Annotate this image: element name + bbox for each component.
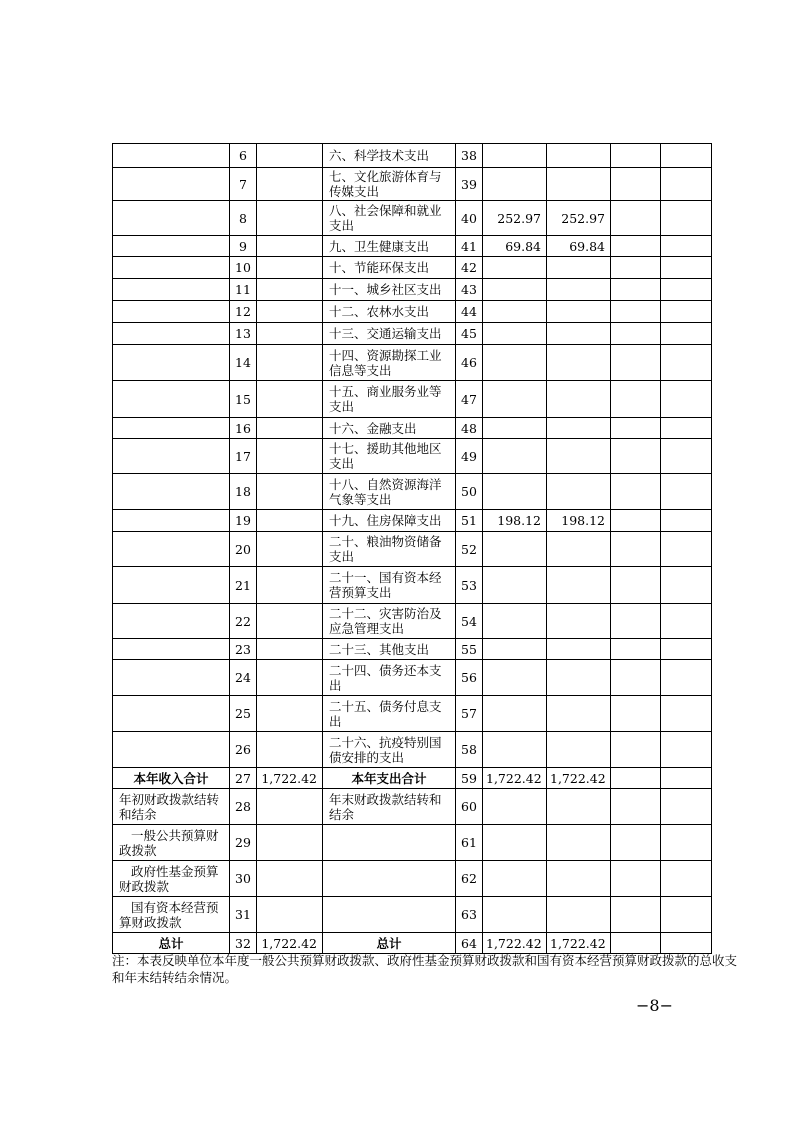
- table-row: [113, 279, 712, 301]
- expenditure-total-cell: [483, 861, 547, 897]
- expenditure-total-cell: [483, 732, 547, 768]
- income-amount-cell: [257, 639, 323, 660]
- income-item-cell: 国有资本经营预算财政拨款: [113, 897, 230, 933]
- expenditure-item-cell: 十七、援助其他地区支出: [323, 439, 456, 474]
- income-item-cell: [113, 418, 230, 439]
- income-amount-cell: [257, 418, 323, 439]
- state-capital-budget-cell: [661, 279, 712, 301]
- expenditure-row-number-cell: 58: [456, 732, 483, 768]
- fund-budget-cell: [611, 660, 661, 696]
- table-row: [113, 474, 712, 510]
- expenditure-item-cell: 八、社会保障和就业支出: [323, 201, 456, 236]
- expenditure-item-cell: 二十五、债务付息支出: [323, 696, 456, 732]
- income-row-number-cell: 31: [230, 897, 257, 933]
- expenditure-item-cell: 十八、自然资源海洋气象等支出: [323, 474, 456, 510]
- income-amount-cell: [257, 567, 323, 604]
- fund-budget-cell: [611, 567, 661, 604]
- expenditure-row-number-cell: 53: [456, 567, 483, 604]
- income-amount-cell: [257, 532, 323, 567]
- expenditure-row-number-cell: 61: [456, 825, 483, 861]
- income-amount-cell: [257, 439, 323, 474]
- income-row-number-cell: 27: [230, 768, 257, 789]
- income-item-cell: [113, 201, 230, 236]
- fund-budget-cell: [611, 532, 661, 567]
- income-row-number-cell: 16: [230, 418, 257, 439]
- expenditure-item-cell: [323, 825, 456, 861]
- income-row-number-cell: 32: [230, 933, 257, 954]
- expenditure-total-cell: [483, 168, 547, 201]
- expenditure-item-cell: 十五、商业服务业等支出: [323, 381, 456, 418]
- table-row: [113, 567, 712, 604]
- income-item-cell: 一般公共预算财政拨款: [113, 825, 230, 861]
- general-budget-cell: [547, 381, 611, 418]
- fund-budget-cell: [611, 236, 661, 257]
- expenditure-row-number-cell: 39: [456, 168, 483, 201]
- income-amount-cell: [257, 604, 323, 639]
- income-item-cell: [113, 168, 230, 201]
- table-row: [113, 532, 712, 567]
- income-amount-cell: [257, 510, 323, 532]
- expenditure-row-number-cell: 64: [456, 933, 483, 954]
- income-amount-cell: [257, 323, 323, 345]
- expenditure-total-cell: [483, 144, 547, 168]
- state-capital-budget-cell: [661, 861, 712, 897]
- table-row: [113, 439, 712, 474]
- expenditure-item-cell: 二十一、国有资本经营预算支出: [323, 567, 456, 604]
- expenditure-total-cell: [483, 825, 547, 861]
- expenditure-row-number-cell: 46: [456, 345, 483, 381]
- income-item-cell: 本年收入合计: [113, 768, 230, 789]
- fund-budget-cell: [611, 897, 661, 933]
- income-item-cell: [113, 323, 230, 345]
- income-item-cell: 总计: [113, 933, 230, 954]
- table-row: [113, 257, 712, 279]
- income-item-cell: [113, 567, 230, 604]
- income-amount-cell: [257, 696, 323, 732]
- expenditure-total-cell: [483, 279, 547, 301]
- income-row-number-cell: 29: [230, 825, 257, 861]
- general-budget-cell: [547, 604, 611, 639]
- state-capital-budget-cell: [661, 604, 712, 639]
- state-capital-budget-cell: [661, 439, 712, 474]
- fund-budget-cell: [611, 418, 661, 439]
- expenditure-total-cell: [483, 439, 547, 474]
- income-item-cell: [113, 279, 230, 301]
- general-budget-cell: [547, 474, 611, 510]
- table-row: [113, 768, 712, 789]
- general-budget-cell: 1,722.42: [547, 933, 611, 954]
- income-item-cell: [113, 381, 230, 418]
- general-budget-cell: [547, 825, 611, 861]
- income-amount-cell: [257, 236, 323, 257]
- income-row-number-cell: 15: [230, 381, 257, 418]
- income-item-cell: [113, 144, 230, 168]
- income-row-number-cell: 23: [230, 639, 257, 660]
- table-row: [113, 381, 712, 418]
- income-item-cell: [113, 345, 230, 381]
- income-item-cell: [113, 732, 230, 768]
- income-item-cell: [113, 236, 230, 257]
- income-amount-cell: [257, 474, 323, 510]
- expenditure-total-cell: [483, 418, 547, 439]
- expenditure-row-number-cell: 47: [456, 381, 483, 418]
- expenditure-item-cell: 十四、资源勘探工业信息等支出: [323, 345, 456, 381]
- income-item-cell: [113, 510, 230, 532]
- state-capital-budget-cell: [661, 381, 712, 418]
- expenditure-row-number-cell: 43: [456, 279, 483, 301]
- table-row: [113, 323, 712, 345]
- income-row-number-cell: 24: [230, 660, 257, 696]
- financial-appropriation-table: [112, 143, 712, 954]
- expenditure-total-cell: [483, 345, 547, 381]
- fund-budget-cell: [611, 510, 661, 532]
- expenditure-row-number-cell: 51: [456, 510, 483, 532]
- table-row: [113, 168, 712, 201]
- table-row: [113, 789, 712, 825]
- general-budget-cell: [547, 301, 611, 323]
- expenditure-item-cell: 十一、城乡社区支出: [323, 279, 456, 301]
- income-row-number-cell: 22: [230, 604, 257, 639]
- state-capital-budget-cell: [661, 639, 712, 660]
- state-capital-budget-cell: [661, 789, 712, 825]
- table-row: [113, 236, 712, 257]
- fund-budget-cell: [611, 144, 661, 168]
- expenditure-row-number-cell: 49: [456, 439, 483, 474]
- state-capital-budget-cell: [661, 418, 712, 439]
- expenditure-total-cell: [483, 789, 547, 825]
- table-row: [113, 861, 712, 897]
- table-row: [113, 144, 712, 168]
- state-capital-budget-cell: [661, 532, 712, 567]
- state-capital-budget-cell: [661, 732, 712, 768]
- expenditure-row-number-cell: 52: [456, 532, 483, 567]
- general-budget-cell: 198.12: [547, 510, 611, 532]
- expenditure-item-cell: 总计: [323, 933, 456, 954]
- expenditure-row-number-cell: 42: [456, 257, 483, 279]
- expenditure-item-cell: [323, 861, 456, 897]
- expenditure-total-cell: [483, 301, 547, 323]
- table-row: [113, 201, 712, 236]
- fund-budget-cell: [611, 345, 661, 381]
- general-budget-cell: [547, 861, 611, 897]
- state-capital-budget-cell: [661, 660, 712, 696]
- expenditure-row-number-cell: 50: [456, 474, 483, 510]
- state-capital-budget-cell: [661, 696, 712, 732]
- income-row-number-cell: 26: [230, 732, 257, 768]
- expenditure-total-cell: [483, 474, 547, 510]
- general-budget-cell: [547, 567, 611, 604]
- expenditure-row-number-cell: 57: [456, 696, 483, 732]
- expenditure-total-cell: 69.84: [483, 236, 547, 257]
- expenditure-total-cell: [483, 604, 547, 639]
- general-budget-cell: [547, 345, 611, 381]
- income-item-cell: [113, 301, 230, 323]
- income-item-cell: 年初财政拨款结转和结余: [113, 789, 230, 825]
- income-row-number-cell: 10: [230, 257, 257, 279]
- income-amount-cell: [257, 301, 323, 323]
- table-row: [113, 301, 712, 323]
- expenditure-total-cell: [483, 257, 547, 279]
- expenditure-total-cell: 198.12: [483, 510, 547, 532]
- fund-budget-cell: [611, 168, 661, 201]
- expenditure-row-number-cell: 55: [456, 639, 483, 660]
- income-amount-cell: [257, 144, 323, 168]
- expenditure-item-cell: 二十六、抗疫特别国债安排的支出: [323, 732, 456, 768]
- expenditure-item-cell: 七、文化旅游体育与传媒支出: [323, 168, 456, 201]
- expenditure-row-number-cell: 45: [456, 323, 483, 345]
- fund-budget-cell: [611, 639, 661, 660]
- income-item-cell: [113, 660, 230, 696]
- general-budget-cell: [547, 732, 611, 768]
- table-row: [113, 418, 712, 439]
- expenditure-item-cell: 十二、农林水支出: [323, 301, 456, 323]
- income-amount-cell: [257, 861, 323, 897]
- general-budget-cell: 69.84: [547, 236, 611, 257]
- table-row: [113, 732, 712, 768]
- state-capital-budget-cell: [661, 567, 712, 604]
- expenditure-row-number-cell: 44: [456, 301, 483, 323]
- table-row: [113, 345, 712, 381]
- state-capital-budget-cell: [661, 768, 712, 789]
- expenditure-row-number-cell: 62: [456, 861, 483, 897]
- state-capital-budget-cell: [661, 825, 712, 861]
- expenditure-item-cell: 六、科学技术支出: [323, 144, 456, 168]
- income-amount-cell: [257, 825, 323, 861]
- table-row: [113, 696, 712, 732]
- expenditure-item-cell: 十九、住房保障支出: [323, 510, 456, 532]
- general-budget-cell: [547, 144, 611, 168]
- table-row: [113, 897, 712, 933]
- general-budget-cell: [547, 897, 611, 933]
- expenditure-item-cell: 十三、交通运输支出: [323, 323, 456, 345]
- general-budget-cell: 252.97: [547, 201, 611, 236]
- general-budget-cell: [547, 323, 611, 345]
- table-note: 注：本表反映单位本年度一般公共预算财政拨款、政府性基金预算财政拨款和国有资本经营预算财政拨款的总收支和年末结转结余情况。: [112, 953, 738, 985]
- expenditure-total-cell: [483, 381, 547, 418]
- income-item-cell: [113, 439, 230, 474]
- general-budget-cell: [547, 439, 611, 474]
- fund-budget-cell: [611, 201, 661, 236]
- expenditure-total-cell: 1,722.42: [483, 768, 547, 789]
- expenditure-item-cell: 二十二、灾害防治及应急管理支出: [323, 604, 456, 639]
- fund-budget-cell: [611, 301, 661, 323]
- general-budget-cell: [547, 532, 611, 567]
- fund-budget-cell: [611, 439, 661, 474]
- state-capital-budget-cell: [661, 345, 712, 381]
- state-capital-budget-cell: [661, 236, 712, 257]
- income-row-number-cell: 13: [230, 323, 257, 345]
- income-amount-cell: [257, 897, 323, 933]
- income-row-number-cell: 30: [230, 861, 257, 897]
- state-capital-budget-cell: [661, 510, 712, 532]
- expenditure-row-number-cell: 60: [456, 789, 483, 825]
- general-budget-cell: [547, 660, 611, 696]
- table-row: [113, 933, 712, 954]
- income-row-number-cell: 28: [230, 789, 257, 825]
- expenditure-item-cell: 年末财政拨款结转和结余: [323, 789, 456, 825]
- general-budget-cell: 1,722.42: [547, 768, 611, 789]
- income-amount-cell: 1,722.42: [257, 768, 323, 789]
- income-row-number-cell: 9: [230, 236, 257, 257]
- income-item-cell: [113, 257, 230, 279]
- income-amount-cell: [257, 168, 323, 201]
- income-amount-cell: [257, 345, 323, 381]
- fund-budget-cell: [611, 825, 661, 861]
- fund-budget-cell: [611, 933, 661, 954]
- page-number: −8−: [636, 996, 673, 1015]
- income-row-number-cell: 11: [230, 279, 257, 301]
- table-body: [113, 144, 712, 954]
- income-item-cell: 政府性基金预算财政拨款: [113, 861, 230, 897]
- income-amount-cell: [257, 201, 323, 236]
- income-row-number-cell: 17: [230, 439, 257, 474]
- fund-budget-cell: [611, 789, 661, 825]
- fund-budget-cell: [611, 323, 661, 345]
- fund-budget-cell: [611, 732, 661, 768]
- fund-budget-cell: [611, 257, 661, 279]
- income-item-cell: [113, 696, 230, 732]
- state-capital-budget-cell: [661, 323, 712, 345]
- table-row: [113, 825, 712, 861]
- expenditure-total-cell: [483, 696, 547, 732]
- income-row-number-cell: 20: [230, 532, 257, 567]
- expenditure-total-cell: [483, 532, 547, 567]
- income-row-number-cell: 12: [230, 301, 257, 323]
- fund-budget-cell: [611, 696, 661, 732]
- fund-budget-cell: [611, 381, 661, 418]
- income-item-cell: [113, 532, 230, 567]
- fund-budget-cell: [611, 604, 661, 639]
- state-capital-budget-cell: [661, 474, 712, 510]
- income-item-cell: [113, 639, 230, 660]
- general-budget-cell: [547, 639, 611, 660]
- income-row-number-cell: 25: [230, 696, 257, 732]
- expenditure-total-cell: [483, 897, 547, 933]
- expenditure-item-cell: 十六、金融支出: [323, 418, 456, 439]
- expenditure-row-number-cell: 40: [456, 201, 483, 236]
- expenditure-total-cell: [483, 660, 547, 696]
- expenditure-row-number-cell: 54: [456, 604, 483, 639]
- income-amount-cell: [257, 257, 323, 279]
- income-amount-cell: 1,722.42: [257, 933, 323, 954]
- expenditure-row-number-cell: 63: [456, 897, 483, 933]
- table-row: [113, 660, 712, 696]
- expenditure-total-cell: 252.97: [483, 201, 547, 236]
- income-amount-cell: [257, 789, 323, 825]
- expenditure-total-cell: [483, 323, 547, 345]
- income-row-number-cell: 19: [230, 510, 257, 532]
- income-item-cell: [113, 474, 230, 510]
- income-item-cell: [113, 604, 230, 639]
- income-row-number-cell: 6: [230, 144, 257, 168]
- income-row-number-cell: 7: [230, 168, 257, 201]
- income-amount-cell: [257, 660, 323, 696]
- fund-budget-cell: [611, 861, 661, 897]
- income-row-number-cell: 18: [230, 474, 257, 510]
- income-row-number-cell: 21: [230, 567, 257, 604]
- expenditure-row-number-cell: 59: [456, 768, 483, 789]
- state-capital-budget-cell: [661, 144, 712, 168]
- expenditure-row-number-cell: 41: [456, 236, 483, 257]
- table-row: [113, 639, 712, 660]
- expenditure-item-cell: 本年支出合计: [323, 768, 456, 789]
- fund-budget-cell: [611, 279, 661, 301]
- expenditure-item-cell: 九、卫生健康支出: [323, 236, 456, 257]
- state-capital-budget-cell: [661, 933, 712, 954]
- income-row-number-cell: 8: [230, 201, 257, 236]
- state-capital-budget-cell: [661, 897, 712, 933]
- income-amount-cell: [257, 381, 323, 418]
- expenditure-item-cell: [323, 897, 456, 933]
- expenditure-item-cell: 二十四、债务还本支出: [323, 660, 456, 696]
- table-row: [113, 510, 712, 532]
- expenditure-total-cell: 1,722.42: [483, 933, 547, 954]
- general-budget-cell: [547, 696, 611, 732]
- general-budget-cell: [547, 418, 611, 439]
- general-budget-cell: [547, 789, 611, 825]
- expenditure-item-cell: 二十三、其他支出: [323, 639, 456, 660]
- general-budget-cell: [547, 257, 611, 279]
- table-row: [113, 604, 712, 639]
- expenditure-row-number-cell: 38: [456, 144, 483, 168]
- state-capital-budget-cell: [661, 168, 712, 201]
- income-amount-cell: [257, 279, 323, 301]
- income-row-number-cell: 14: [230, 345, 257, 381]
- expenditure-row-number-cell: 48: [456, 418, 483, 439]
- general-budget-cell: [547, 279, 611, 301]
- fund-budget-cell: [611, 474, 661, 510]
- general-budget-cell: [547, 168, 611, 201]
- expenditure-item-cell: 十、节能环保支出: [323, 257, 456, 279]
- state-capital-budget-cell: [661, 301, 712, 323]
- state-capital-budget-cell: [661, 201, 712, 236]
- expenditure-row-number-cell: 56: [456, 660, 483, 696]
- expenditure-total-cell: [483, 639, 547, 660]
- income-amount-cell: [257, 732, 323, 768]
- fund-budget-cell: [611, 768, 661, 789]
- state-capital-budget-cell: [661, 257, 712, 279]
- expenditure-total-cell: [483, 567, 547, 604]
- expenditure-item-cell: 二十、粮油物资储备支出: [323, 532, 456, 567]
